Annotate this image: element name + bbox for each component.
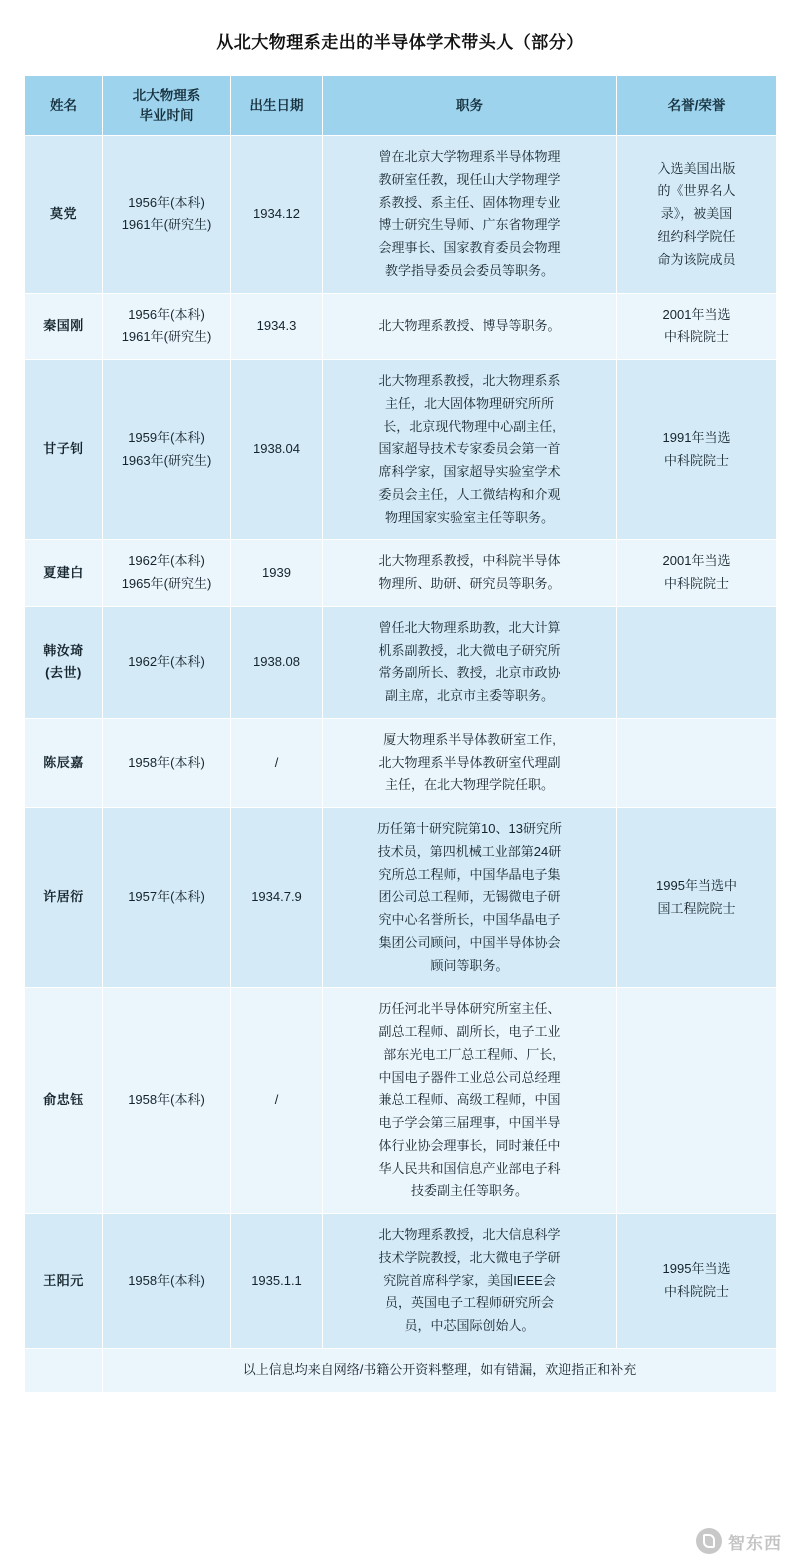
cell-name: 许居衍 bbox=[25, 808, 103, 988]
cell-birth: 1934.7.9 bbox=[231, 808, 323, 988]
cell-name: 甘子钊 bbox=[25, 360, 103, 540]
column-header-birth: 出生日期 bbox=[231, 76, 323, 136]
cell-birth: / bbox=[231, 718, 323, 807]
table-header bbox=[25, 76, 777, 136]
cell-honor bbox=[617, 988, 777, 1214]
cell-graduation: 1956年(本科) 1961年(研究生) bbox=[103, 136, 231, 294]
cell-birth: 1935.1.1 bbox=[231, 1214, 323, 1349]
column-header-honor: 名誉/荣誉 bbox=[617, 76, 777, 136]
table-body bbox=[25, 136, 777, 1393]
cell-post: 北大物理系教授，北大物理系系 主任，北大固体物理研究所所 长，北京现代物理中心副主任, 国家超导技术专家委员会第一首 席科学家，国家超导实验室学术 委员会主任，人工微结构和介观 物理国家实验室主任等职务。 bbox=[323, 360, 617, 540]
watermark bbox=[696, 1528, 782, 1554]
cell-name: 韩汝琦 (去世) bbox=[25, 606, 103, 718]
cell-name: 夏建白 bbox=[25, 540, 103, 607]
cell-honor: 2001年当选 中科院院士 bbox=[617, 293, 777, 360]
cell-name: 莫党 bbox=[25, 136, 103, 294]
cell-birth: 1939 bbox=[231, 540, 323, 607]
table-footer-row bbox=[25, 1348, 777, 1392]
footer-blank-cell bbox=[25, 1348, 103, 1392]
cell-honor: 入选美国出版 的《世界名人 录》，被美国 纽约科学院任 命为该院成员 bbox=[617, 136, 777, 294]
cell-graduation: 1958年(本科) bbox=[103, 988, 231, 1214]
people-table bbox=[24, 75, 777, 1393]
cell-birth: 1934.12 bbox=[231, 136, 323, 294]
cell-birth: 1938.08 bbox=[231, 606, 323, 718]
table-row bbox=[25, 293, 777, 360]
table-row bbox=[25, 808, 777, 988]
cell-graduation: 1958年(本科) bbox=[103, 1214, 231, 1349]
cell-post: 厦大物理系半导体教研室工作, 北大物理系半导体教研室代理副 主任，在北大物理学院任职。 bbox=[323, 718, 617, 807]
cell-post: 曾在北京大学物理系半导体物理 教研室任教，现任山大学物理学 系教授、系主任、固体物理专业 博士研究生导师、广东省物理学 会理事长、国家教育委员会物理 教学指导委员会委员等职务。 bbox=[323, 136, 617, 294]
table-header-row bbox=[25, 76, 777, 136]
cell-post: 北大物理系教授，北大信息科学 技术学院教授，北大微电子学研 究院首席科学家，美国IEEE会 员，英国电子工程师研究所会 员，中芯国际创始人。 bbox=[323, 1214, 617, 1349]
column-header-post: 职务 bbox=[323, 76, 617, 136]
cell-graduation: 1956年(本科) 1961年(研究生) bbox=[103, 293, 231, 360]
table-row bbox=[25, 988, 777, 1214]
cell-graduation: 1959年(本科) 1963年(研究生) bbox=[103, 360, 231, 540]
table-row bbox=[25, 540, 777, 607]
page-title: 从北大物理系走出的半导体学术带头人（部分） bbox=[216, 33, 584, 52]
cell-honor: 1991年当选 中科院院士 bbox=[617, 360, 777, 540]
cell-name: 王阳元 bbox=[25, 1214, 103, 1349]
cell-post: 北大物理系教授、博导等职务。 bbox=[323, 293, 617, 360]
cell-name: 陈辰嘉 bbox=[25, 718, 103, 807]
cell-honor bbox=[617, 606, 777, 718]
watermark-label: 智东西 bbox=[728, 1533, 782, 1553]
cell-name: 秦国刚 bbox=[25, 293, 103, 360]
table-container bbox=[24, 75, 776, 1393]
cell-honor: 2001年当选 中科院院士 bbox=[617, 540, 777, 607]
table-row bbox=[25, 136, 777, 294]
cell-graduation: 1958年(本科) bbox=[103, 718, 231, 807]
cell-post: 曾任北大物理系助教，北大计算 机系副教授，北大微电子研究所 常务副所长、教授，北京市政协 副主席，北京市主委等职务。 bbox=[323, 606, 617, 718]
cell-post: 历任第十研究院第10、13研究所 技术员，第四机械工业部第24研 究所总工程师，中国华晶电子集 团公司总工程师，无锡微电子研 究中心名誉所长，中国华晶电子 集团公司顾问，中国半导体协会 顾问等职务。 bbox=[323, 808, 617, 988]
footer-note: 以上信息均来自网络/书籍公开资料整理，如有错漏，欢迎指正和补充 bbox=[103, 1348, 777, 1392]
table-row bbox=[25, 360, 777, 540]
cell-name: 俞忠钰 bbox=[25, 988, 103, 1214]
cell-post: 北大物理系教授，中科院半导体 物理所、助研、研究员等职务。 bbox=[323, 540, 617, 607]
cell-honor: 1995年当选 中科院院士 bbox=[617, 1214, 777, 1349]
column-header-name: 姓名 bbox=[25, 76, 103, 136]
brand-logo-icon bbox=[696, 1528, 722, 1554]
cell-honor: 1995年当选中 国工程院院士 bbox=[617, 808, 777, 988]
cell-birth: / bbox=[231, 988, 323, 1214]
cell-graduation: 1962年(本科) 1965年(研究生) bbox=[103, 540, 231, 607]
table-row bbox=[25, 606, 777, 718]
cell-birth: 1938.04 bbox=[231, 360, 323, 540]
table-row bbox=[25, 1214, 777, 1349]
cell-post: 历任河北半导体研究所室主任、 副总工程师、副所长，电子工业 部东光电工厂总工程师、厂长, 中国电子器件工业总公司总经理 兼总工程师、高级工程师，中国 电子学会第三届理事，中国半导 体行业协会理事长，同时兼任中 华人民共和国信息产业部电子科 技委副主任等职务。 bbox=[323, 988, 617, 1214]
cell-graduation: 1962年(本科) bbox=[103, 606, 231, 718]
table-row bbox=[25, 718, 777, 807]
cell-honor bbox=[617, 718, 777, 807]
cell-birth: 1934.3 bbox=[231, 293, 323, 360]
column-header-graduation: 北大物理系 毕业时间 bbox=[103, 76, 231, 136]
cell-graduation: 1957年(本科) bbox=[103, 808, 231, 988]
